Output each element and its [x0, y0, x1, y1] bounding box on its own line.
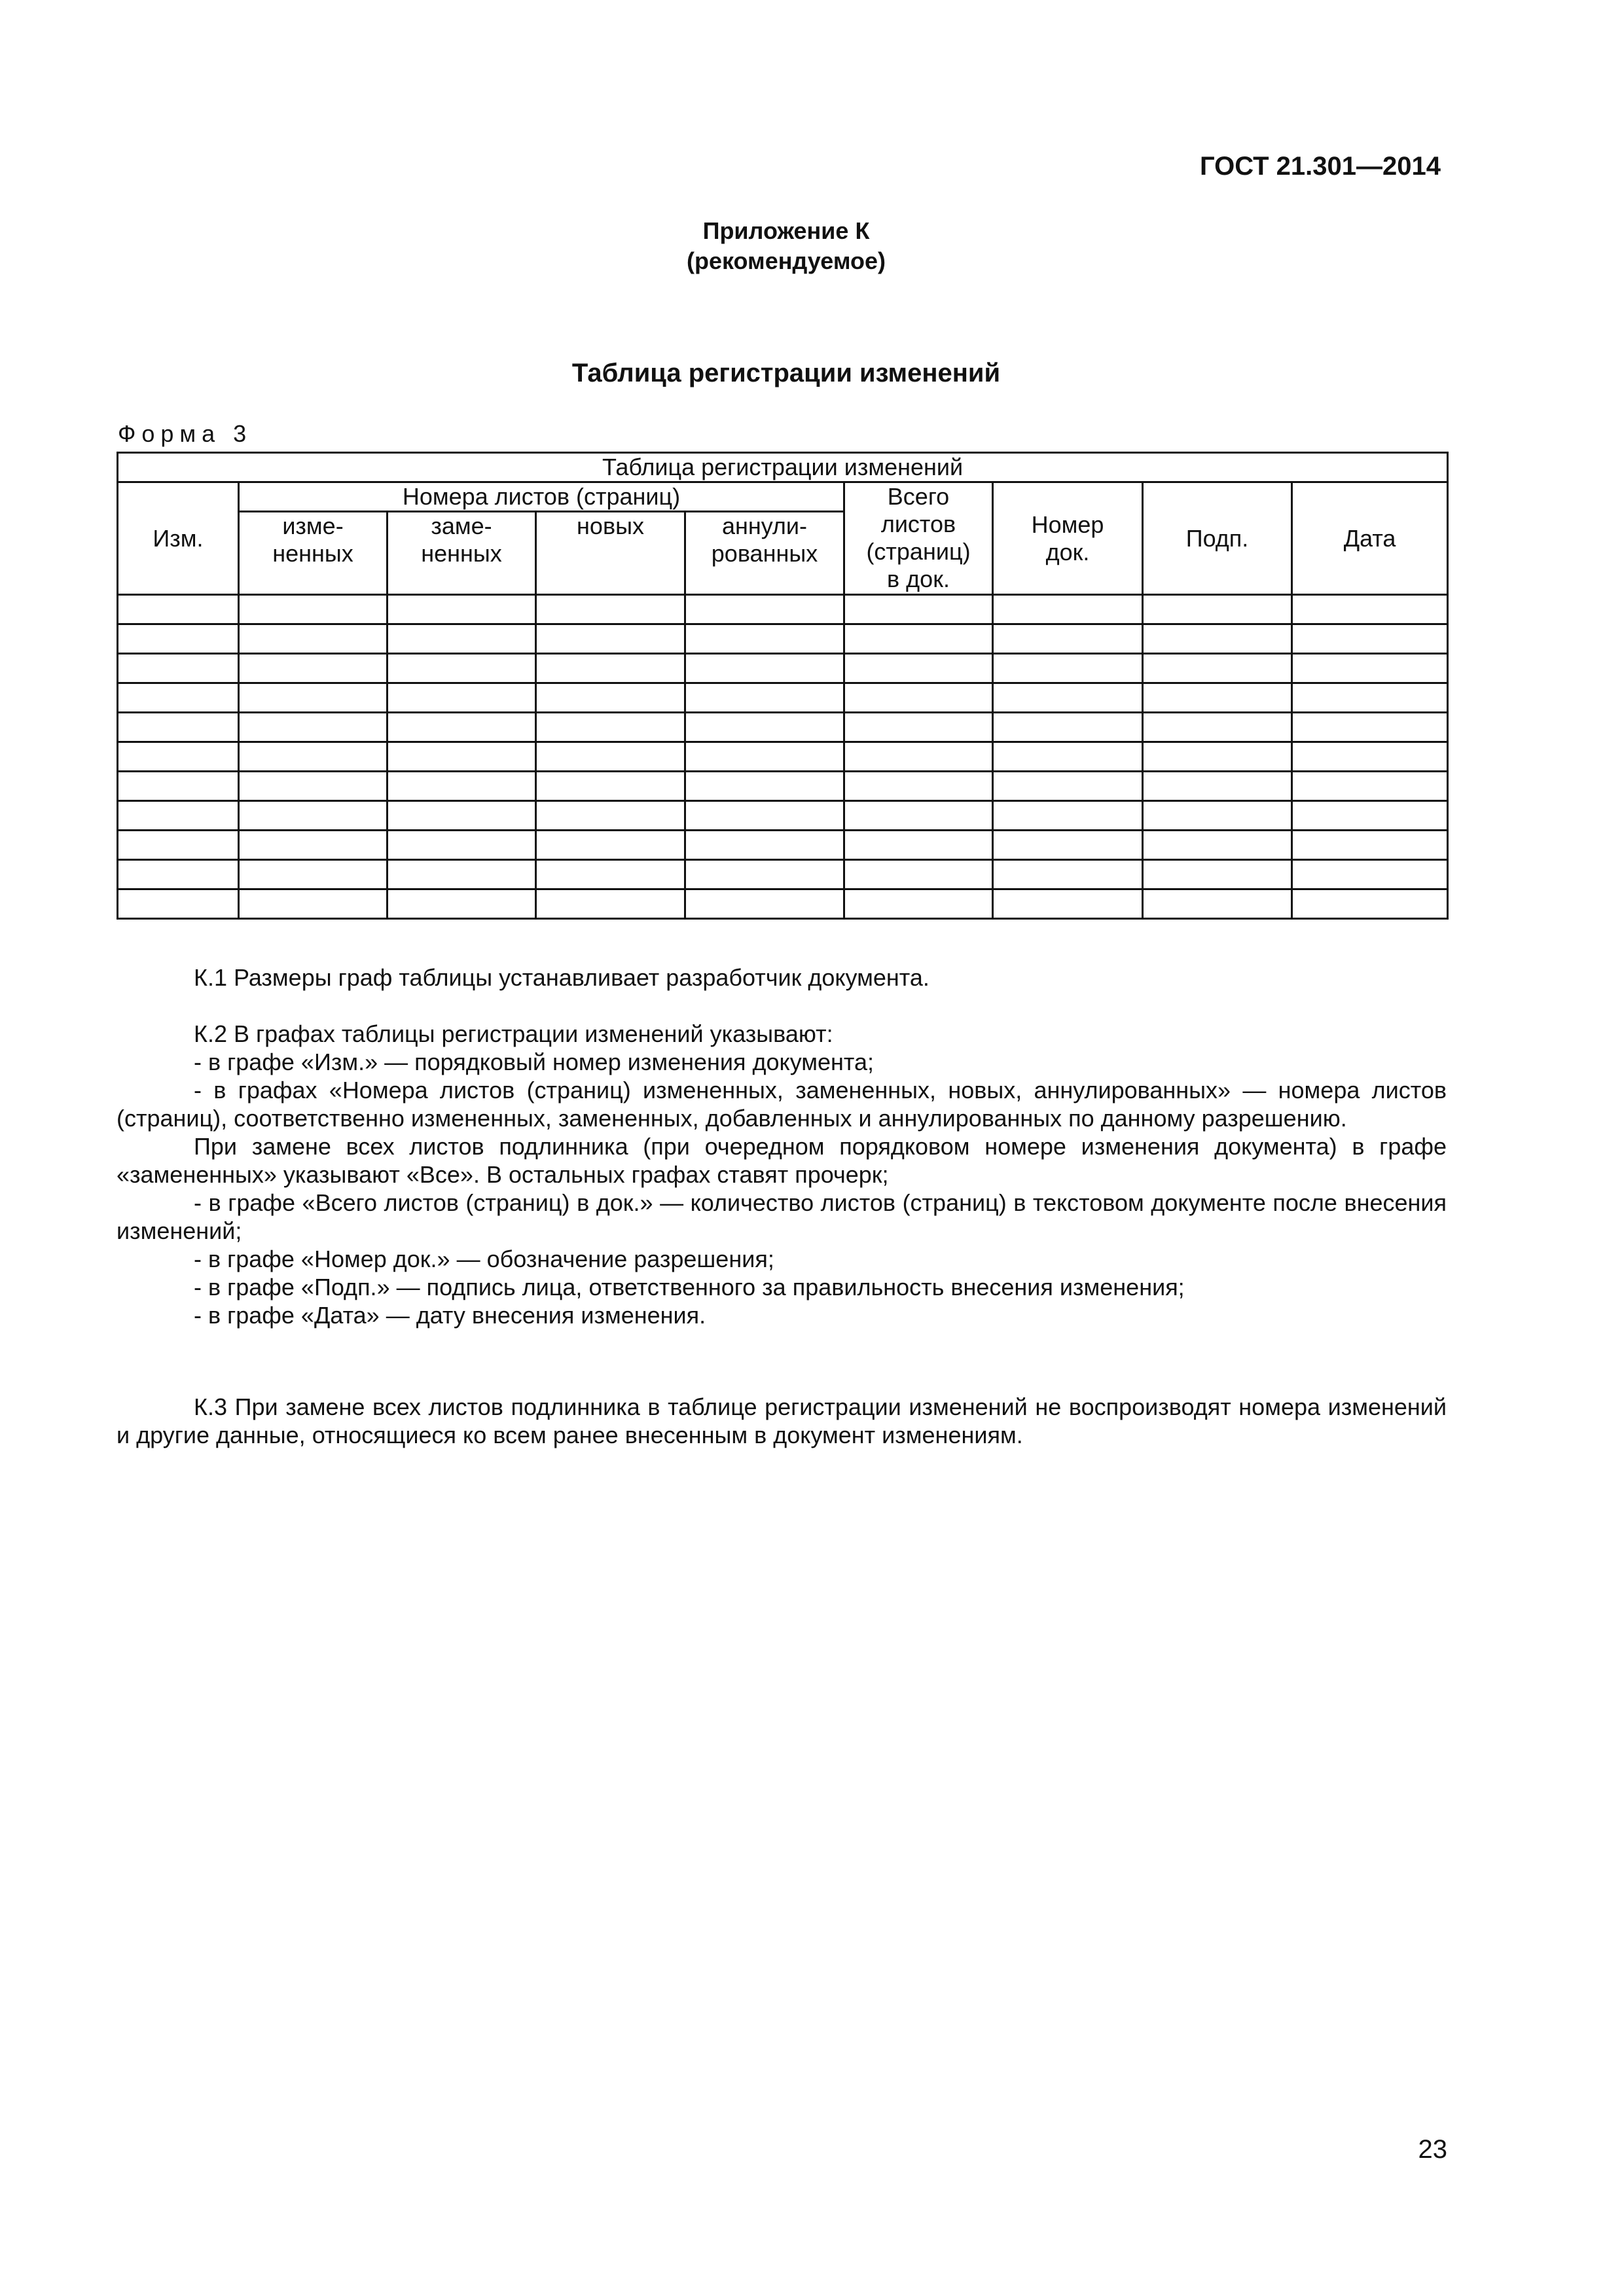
clause-k2-sign: - в графе «Подп.» — подпись лица, ответственного за правильность внесения изменения; — [194, 1274, 1185, 1300]
table-row — [118, 772, 1448, 801]
clause-k2-intro: К.2 В графах таблицы регистрации изменений указывают: — [194, 1020, 833, 1047]
clause-k2-date: - в графе «Дата» — дату внесения изменения. — [194, 1302, 706, 1329]
document-title: Таблица регистрации изменений — [571, 359, 1001, 387]
table-row — [118, 742, 1448, 772]
table-row — [118, 683, 1448, 713]
annex-title: Приложение К — [702, 217, 870, 244]
header-annulled: аннули- рованных — [685, 512, 844, 595]
clause-k2-total: - в графе «Всего листов (страниц) в док.» — количество листов (страниц) в текстовом документе после внесения изменений; — [117, 1189, 1447, 1244]
clause-k2-izm: - в графе «Изм.» — порядковый номер изменения документа; — [194, 1049, 875, 1075]
annex-heading — [0, 216, 1572, 276]
header-new: новых — [536, 512, 685, 595]
header-izm: Изм. — [118, 482, 239, 595]
clause-k3: К.3 При замене всех листов подлинника в таблице регистрации изменений не воспроизводят номера изменений и другие данные, относящиеся ко всем ранее внесенным в документ изменениям. — [117, 1393, 1447, 1448]
form-label: Форма 3 — [118, 420, 253, 447]
clause-k2-replace: При замене всех листов подлинника (при очередном порядковом номере изменения документа) в графе «замененных» указывают «Все». В остальных графах ставят прочерк; — [117, 1133, 1447, 1188]
annex-note: (рекомендуемое) — [687, 247, 886, 274]
header-replaced: заме- ненных — [388, 512, 536, 595]
header-doc-number: Номер док. — [993, 482, 1143, 595]
clause-k2-docnum: - в графе «Номер док.» — обозначение разрешения; — [194, 1246, 774, 1272]
standard-designation: ГОСТ 21.301—2014 — [1199, 152, 1441, 181]
table-row — [118, 624, 1448, 654]
clause-k2-sheets: - в графах «Номера листов (страниц) измененных, замененных, новых, аннулированных» — номера листов (страниц), соответственно измененных, замененных, добавленных и аннулированных по данному разрешению. — [117, 1077, 1447, 1132]
header-changed: изме- ненных — [239, 512, 388, 595]
clause-k2 — [117, 1020, 1447, 1329]
registration-table — [117, 452, 1449, 920]
table-row — [118, 713, 1448, 742]
clause-k1: К.1 Размеры граф таблицы устанавливает разработчик документа. — [194, 964, 929, 991]
table-row — [118, 654, 1448, 683]
header-total-sheets: Всего листов (страниц) в док. — [844, 482, 993, 595]
page-number: 23 — [1418, 2135, 1447, 2164]
table-row — [118, 860, 1448, 889]
table-row — [118, 889, 1448, 919]
header-date: Дата — [1292, 482, 1448, 595]
header-signature: Подп. — [1143, 482, 1292, 595]
table-row — [118, 595, 1448, 624]
table-row — [118, 801, 1448, 831]
table-row — [118, 831, 1448, 860]
header-sheet-numbers: Номера листов (страниц) — [239, 482, 844, 512]
table-caption: Таблица регистрации изменений — [118, 453, 1448, 482]
